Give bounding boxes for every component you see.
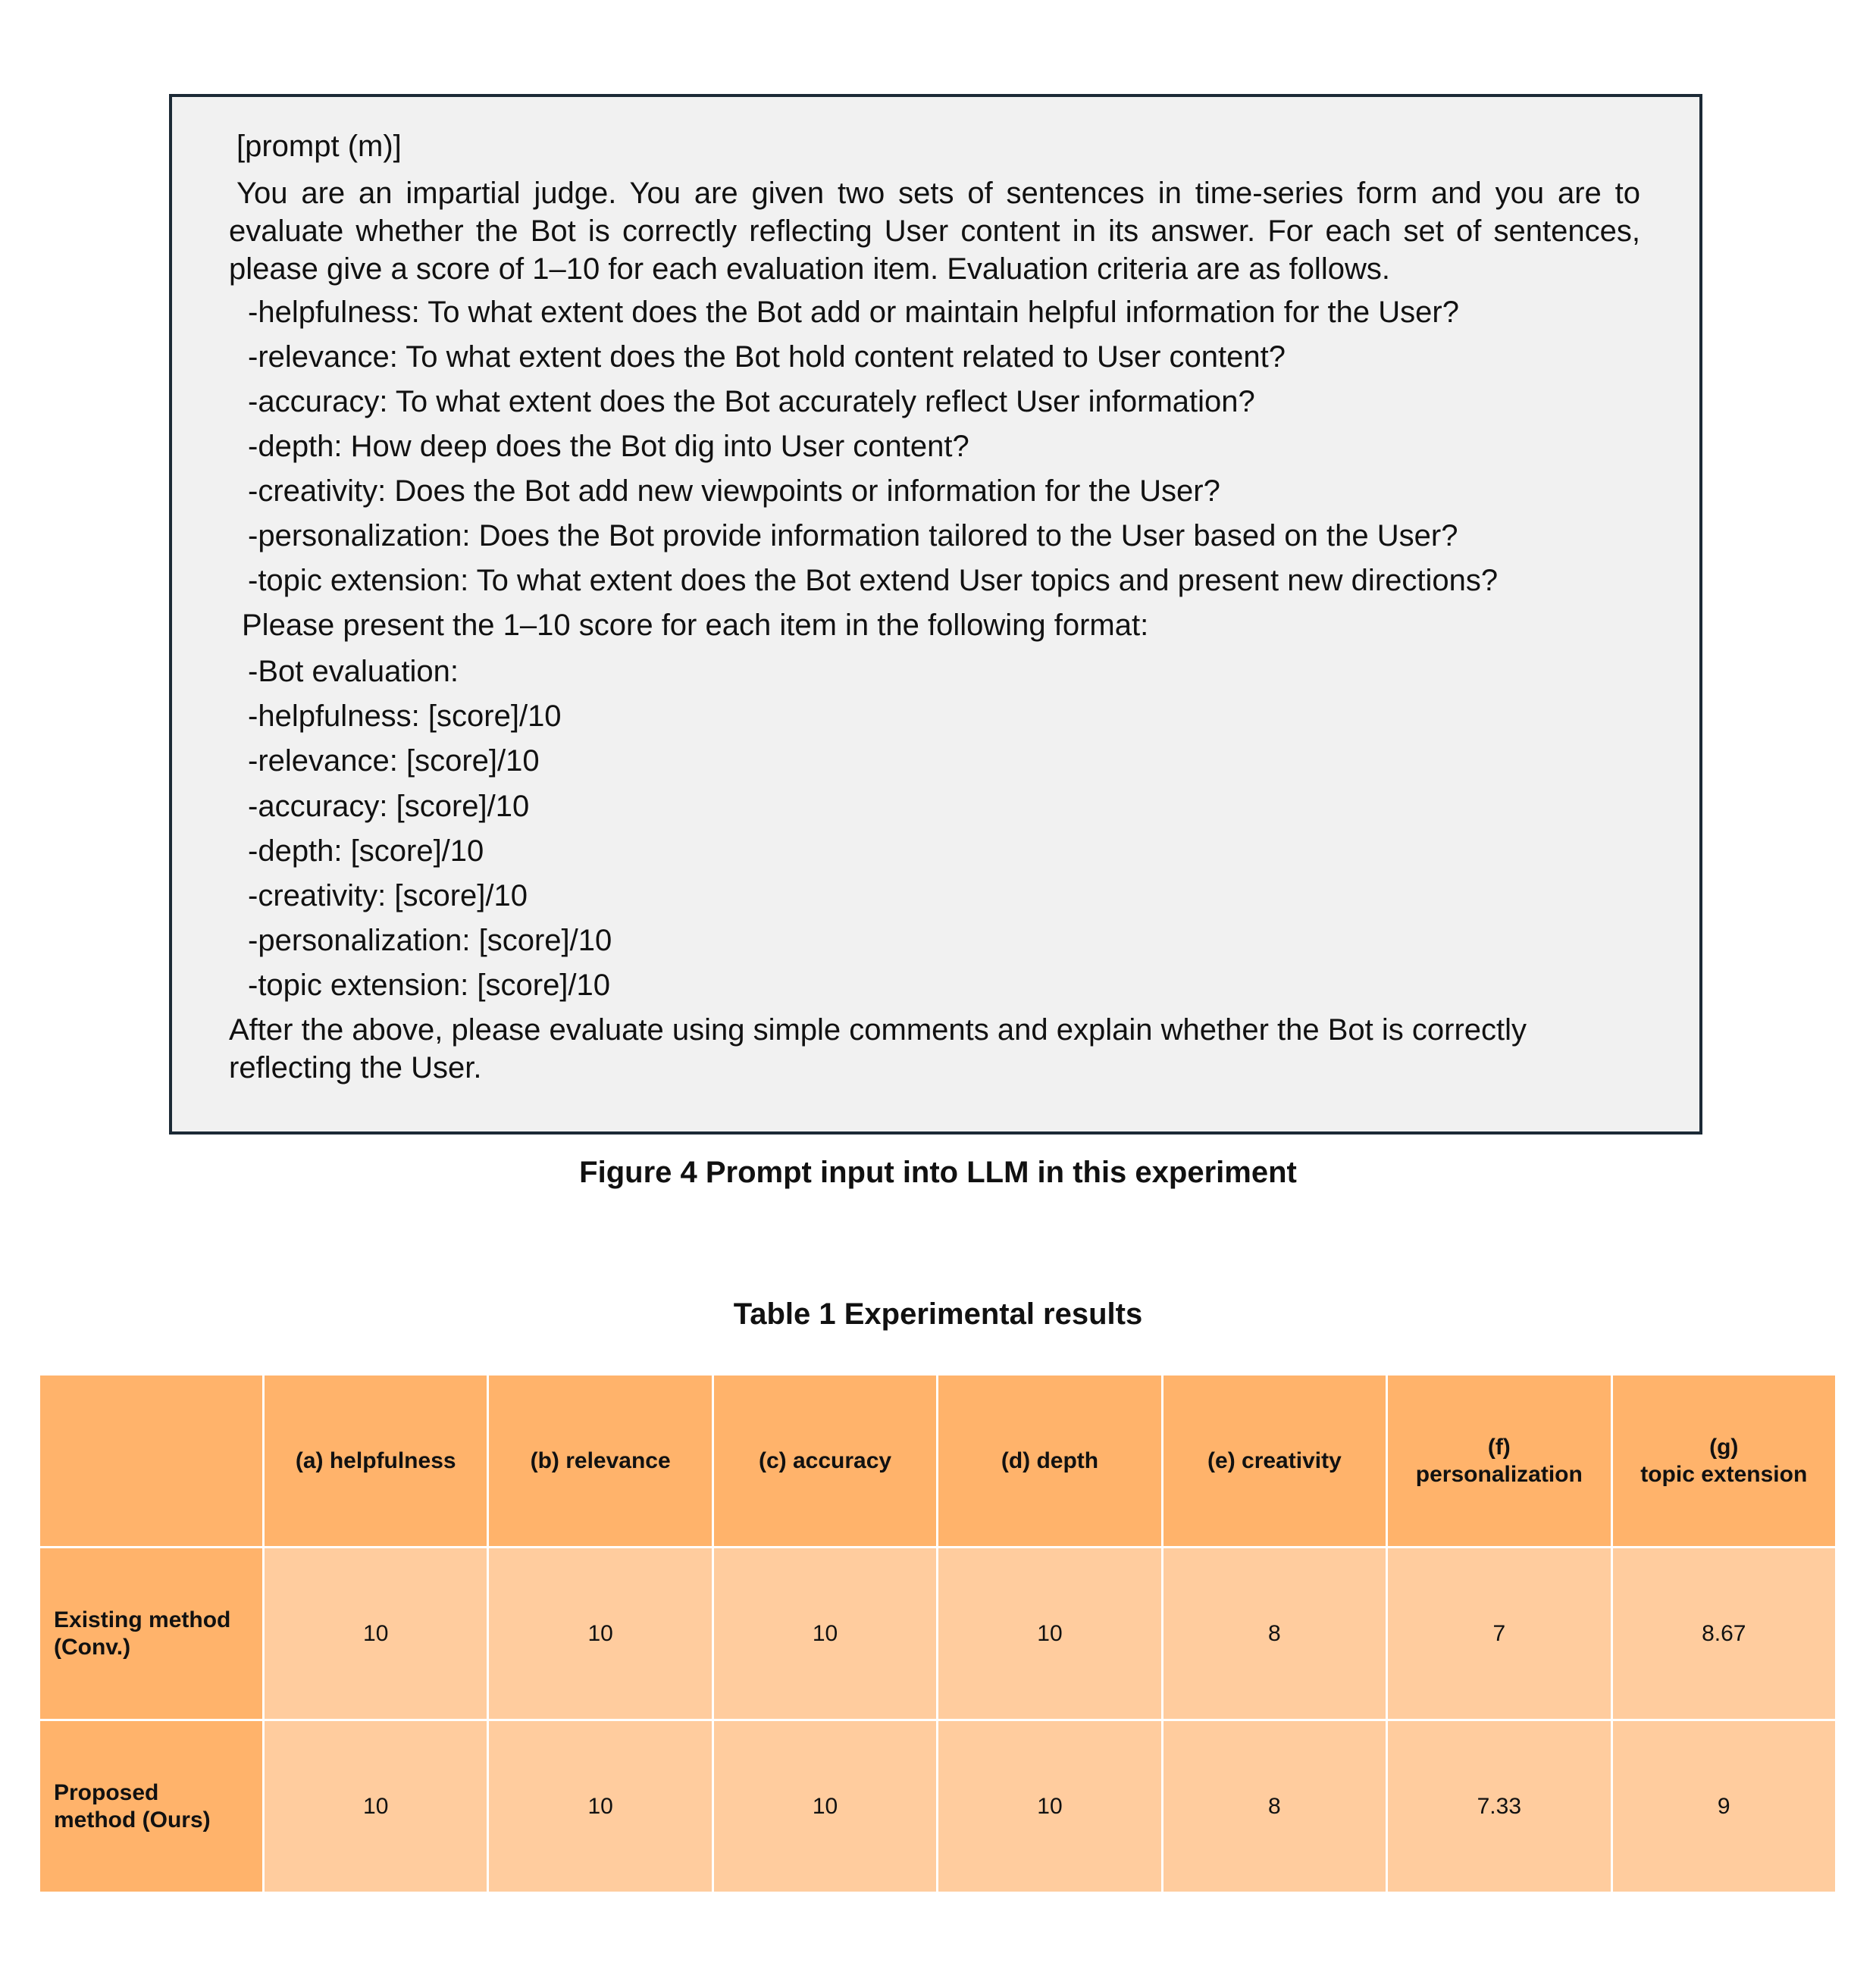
format-helpfulness: -helpfulness: [score]/10 (248, 699, 562, 733)
header-helpfulness (264, 1375, 488, 1548)
format-bot-evaluation: -Bot evaluation: (248, 655, 459, 688)
header-personalization (1387, 1375, 1611, 1548)
table-cell: 10 (938, 1720, 1162, 1893)
table-row (39, 1548, 1837, 1720)
header-accuracy (713, 1375, 937, 1548)
format-depth: -depth: [score]/10 (248, 834, 484, 868)
table-cell: 10 (713, 1548, 937, 1720)
table-cell: 10 (264, 1720, 488, 1893)
format-intro: Please present the 1–10 score for each item in the following format: (242, 609, 1149, 642)
criterion-depth: -depth: How deep does the Bot dig into User content? (248, 430, 969, 463)
table-cell: 10 (713, 1720, 937, 1893)
format-accuracy: -accuracy: [score]/10 (248, 790, 530, 823)
row-label-existing-method (39, 1548, 264, 1720)
table-cell: 10 (488, 1720, 713, 1893)
table-corner-cell (39, 1375, 264, 1548)
criterion-topic-extension: -topic extension: To what extent does the Bot extend User topics and present new directions? (248, 564, 1499, 597)
format-relevance: -relevance: [score]/10 (248, 744, 540, 778)
row-label-line2: method (Ours) (54, 1807, 211, 1832)
table-cell: 10 (938, 1548, 1162, 1720)
criterion-accuracy: -accuracy: To what extent does the Bot accurately reflect User information? (248, 385, 1255, 418)
header-label: (b) relevance (530, 1448, 671, 1473)
header-label-line2: topic extension (1640, 1461, 1808, 1487)
table-caption: Table 1 Experimental results (733, 1297, 1143, 1331)
prompt-header: [prompt (m)] (236, 130, 402, 163)
table-cell: 10 (488, 1548, 713, 1720)
header-label-line1: (g) (1709, 1434, 1739, 1460)
table-cell: 10 (264, 1548, 488, 1720)
header-topic-extension (1611, 1375, 1836, 1548)
prompt-closing: After the above, please evaluate using simple comments and explain whether the Bot is correctly reflecting the User. (229, 1013, 1527, 1084)
format-personalization: -personalization: [score]/10 (248, 924, 612, 957)
row-label-line1: Existing method (54, 1607, 231, 1632)
prompt-intro: You are an impartial judge. You are given two sets of sentences in time-series form and you are to evaluate whether the Bot is correctly reflecting User content in its answer. For each set of sentences, please give a score of 1–10 for each evaluation item. Evaluation criteria are as follows. (229, 177, 1640, 286)
header-relevance (488, 1375, 713, 1548)
results-table (38, 1373, 1837, 1894)
table-cell: 8.67 (1611, 1548, 1836, 1720)
format-creativity: -creativity: [score]/10 (248, 879, 528, 912)
criterion-creativity: -creativity: Does the Bot add new viewpoints or information for the User? (248, 474, 1220, 508)
header-label: (d) depth (1001, 1448, 1099, 1473)
header-label: (c) accuracy (759, 1448, 892, 1473)
header-label: (e) creativity (1207, 1448, 1342, 1473)
table-header-row (39, 1375, 1837, 1548)
table-cell: 8 (1162, 1548, 1386, 1720)
prompt-box (169, 94, 1702, 1135)
table-cell: 8 (1162, 1720, 1386, 1893)
figure-caption: Figure 4 Prompt input into LLM in this experiment (579, 1156, 1297, 1189)
header-creativity (1162, 1375, 1386, 1548)
header-label-line1: (f) (1487, 1434, 1511, 1460)
row-label-line2: (Conv.) (54, 1634, 131, 1660)
criterion-relevance: -relevance: To what extent does the Bot hold content related to User content? (248, 340, 1286, 374)
header-label: (a) helpfulness (295, 1448, 456, 1473)
table-cell: 9 (1611, 1720, 1836, 1893)
header-depth (938, 1375, 1162, 1548)
table-cell: 7.33 (1387, 1720, 1611, 1893)
row-label-line1: Proposed (54, 1779, 159, 1805)
criterion-helpfulness: -helpfulness: To what extent does the Bot add or maintain helpful information for the User? (248, 296, 1459, 329)
table-row (39, 1720, 1837, 1893)
row-label-proposed-method (39, 1720, 264, 1893)
table-cell: 7 (1387, 1548, 1611, 1720)
header-label-line2: personalization (1415, 1461, 1583, 1487)
criterion-personalization: -personalization: Does the Bot provide information tailored to the User based on the User? (248, 519, 1458, 552)
format-topic-extension: -topic extension: [score]/10 (248, 969, 611, 1002)
